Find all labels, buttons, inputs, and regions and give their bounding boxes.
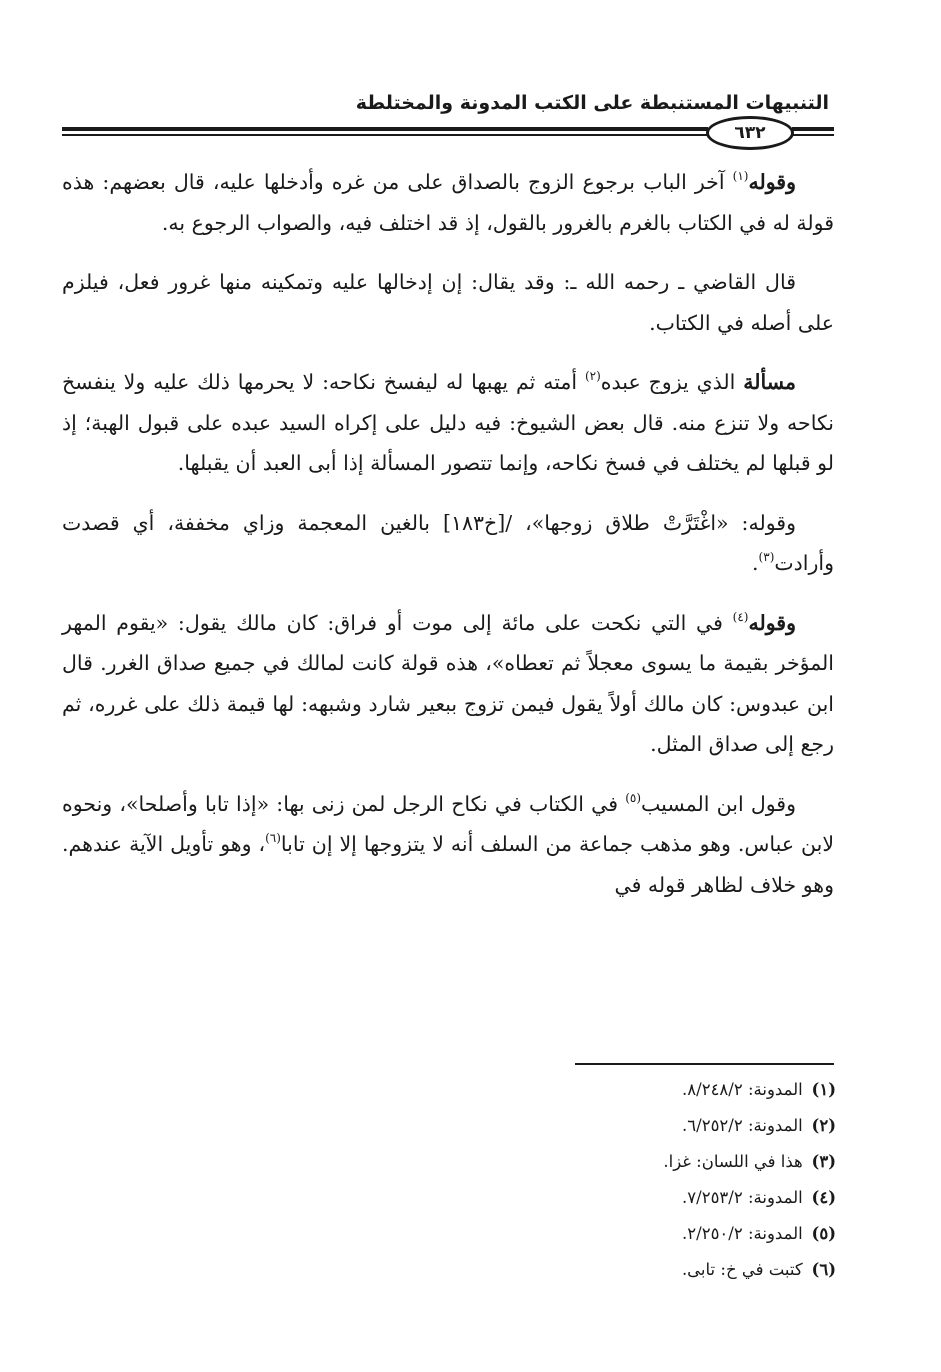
paragraph	[62, 162, 834, 243]
paragraph	[62, 503, 834, 584]
lead-word: وقوله	[748, 170, 796, 194]
paragraph	[62, 362, 834, 484]
paragraph	[62, 603, 834, 765]
paragraph	[62, 262, 834, 343]
paragraph-text: وقول ابن المسيب	[641, 791, 797, 816]
footnote-number: (٢)	[811, 1116, 836, 1135]
lead-word: وقوله	[748, 610, 796, 635]
footnote-item	[416, 1108, 836, 1144]
main-text	[62, 162, 834, 924]
paragraph	[62, 784, 834, 906]
footnote-item	[416, 1180, 836, 1216]
page-number: ٦٣٢	[734, 123, 766, 143]
footnote-number: (٥)	[811, 1224, 836, 1243]
footnote-number: (٦)	[811, 1260, 836, 1279]
footnote-text: هذا في اللسان: غزا.	[663, 1152, 803, 1171]
paragraph-text: في التي نكحت على مائة إلى موت أو فراق: كان مالك يقول: «يقوم المهر المؤخر بقيمة ما يسوى معجلاً ثم تعطاه»، هذه قولة كانت لمالك في جميع صداق الغرر. قال ابن عبدوس: كان مالك أولاً يقول فيمن تزوج ببعير شارد وشبهه: لها قيمة ذلك على غرره، ثم رجع إلى صداق المثل.	[62, 610, 834, 756]
footnote-text: المدونة: ٢/٢٥٠/٢.	[682, 1224, 803, 1243]
header-rule-right-thick	[792, 127, 834, 131]
footnote-item	[416, 1216, 836, 1252]
footnote-text: المدونة: ٧/٢٥٣/٢.	[682, 1188, 803, 1207]
header-rule-thick	[62, 127, 708, 131]
paragraph-text: ، وهو تأويل الآية عندهم. وهو خلاف لظاهر قوله في	[62, 832, 834, 897]
footnote-ref: (٣)	[758, 550, 775, 564]
footnote-text: المدونة: ٨/٢٤٨/٢.	[682, 1080, 803, 1099]
lead-word: مسألة	[743, 370, 796, 394]
running-header-title: التنبيهات المستنبطة على الكتب المدونة والمختلطة	[355, 92, 829, 114]
footnote-ref: (٢)	[584, 369, 601, 383]
paragraph-text: في الكتاب في نكاح الرجل لمن زنى بها: «إذا تابا وأصلحا»، ونحوه لابن عباس. وهو مذهب جماعة من السلف أنه لا يتزوجها إلا إن تابا	[62, 791, 835, 856]
footnote-ref: (١)	[732, 169, 749, 183]
footnote-item	[416, 1144, 836, 1180]
header-rule-right-thin	[792, 134, 834, 136]
paragraph-text: وقوله: «اغْتَرَّتْ طلاق زوجها»، /[خ١٨٣] بالغين المعجمة وزاي مخففة، أي قصدت وأرادت	[62, 510, 834, 575]
footnote-text: المدونة: ٦/٢٥٢/٢.	[682, 1116, 803, 1135]
paragraph-text: آخر الباب برجوع الزوج بالصداق على من غره وأدخلها عليه، قال بعضهم: هذه قولة له في الكتاب بالغرم بالغرور بالقول، إذ قد اختلف فيه، والصواب الرجوع به.	[62, 170, 834, 235]
footnote-item	[416, 1252, 836, 1288]
footnotes	[416, 1072, 836, 1288]
footnote-number: (١)	[811, 1080, 836, 1099]
footnote-separator	[575, 1063, 834, 1065]
footnote-ref: (٤)	[732, 609, 749, 624]
paragraph-text: أمته ثم يهبها له ليفسخ نكاحه: لا يحرمها ذلك عليه ولا ينفسخ نكاحه ولا تنزع منه. قال بعض الشيوخ: فيه دليل على إكراه السيد عبده على قبول الهبة؛ إذ لو قبلها لم يختلف في فسخ نكاحه، وإنما تتصور المسألة إذا أبى العبد أن يقبلها.	[62, 370, 834, 475]
footnote-ref: (٦)	[265, 831, 281, 845]
footnote-number: (٣)	[811, 1152, 836, 1171]
footnote-ref: (٥)	[625, 790, 642, 805]
paragraph-text: الذي يزوج عبده	[600, 370, 744, 394]
paragraph-text: قال القاضي ـ رحمه الله ـ: وقد يقال: إن إدخالها عليه وتمكينه منها غرور فعل، فيلزم على أصله في الكتاب.	[62, 270, 834, 335]
paragraph-tail: .	[752, 551, 759, 575]
header-rule-thin	[62, 134, 708, 136]
footnote-text: كتبت في خ: تابى.	[681, 1260, 803, 1279]
footnote-item	[416, 1072, 836, 1108]
footnote-number: (٤)	[811, 1188, 836, 1207]
page-number-oval	[706, 116, 794, 150]
